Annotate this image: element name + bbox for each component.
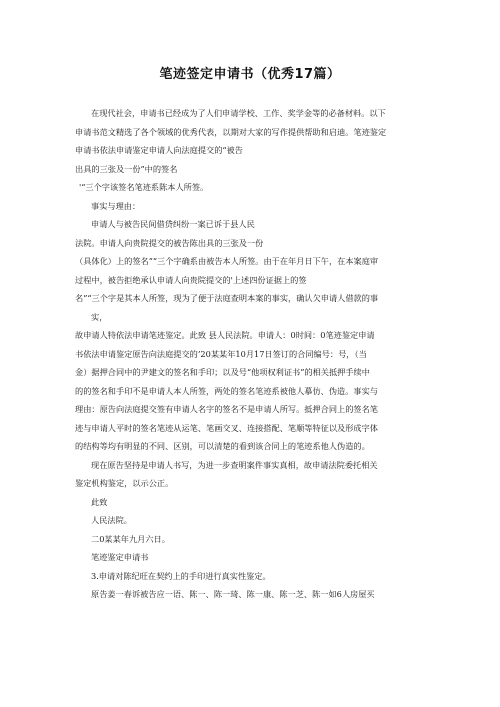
paragraph-line: 申请书依法申请鉴定申请人向法庭提交的“被告 — [75, 145, 243, 155]
paragraph-line: 笔迹鉴定申请书 — [91, 552, 149, 562]
paragraph-line: 书依法申请鉴定原告向法庭提交的’20某某年10月17日签订的合同编号：号，（当 — [75, 348, 367, 359]
paragraph-line: 3.申请对陈纪旺在契约上的手印进行真实性鉴定。 — [91, 570, 271, 581]
paragraph-line: '“三个字该签名笔迹系陈本人所签。 — [79, 182, 209, 192]
paragraph-line: 现在原告坚持是申请人书写，为进一步查明案件事实真相，故申请法院委托相关 — [91, 459, 378, 470]
paragraph-line: 的的签名和手印不是申请人本人所签，两处的签名笔迹系被他人摹仿、伪造。事实与 — [75, 385, 378, 396]
paragraph-line: 在现代社会，申请书已经成为了人们申请学校、工作、奖学金等的必备材料。以下 — [91, 108, 386, 118]
paragraph-line: （具体化）上的签名”“三个字确系由被告本人所签。由于在年月日下午，在本案庭审 — [75, 256, 379, 266]
paragraph-line: 实， — [91, 311, 108, 322]
paragraph-line: 申请书范文精选了各个领域的优秀代表，以期对大家的写作提供帮助和启迪。笔迹鉴定 — [75, 126, 387, 137]
document-title: 笔迹签定申请书（优秀17篇） — [159, 67, 341, 82]
paragraph-line: 的结构等均有明显的不同、区别，可以清楚的看到该合同上的笔迹系他人伪造的。 — [75, 441, 370, 451]
document-body — [75, 104, 425, 604]
paragraph-line: 原告姜一春诉被告应一语、陈一、陈一琦、陈一康、陈一芝、陈一如6人房屋买 — [91, 589, 375, 599]
paragraph-line: 此致 — [91, 496, 108, 507]
paragraph-line: 人民法院。 — [91, 515, 132, 525]
paragraph-line: 名”“三个字是其本人所签，现为了便于法庭查明本案的事实，确认欠申请人借款的事 — [75, 293, 379, 303]
paragraph-line: 金）据押合同中的尹建文的签名和手印；以及号“他项权利证书”的相关抵押手续中 — [75, 367, 370, 377]
paragraph-line: 迹与申请人平时的签名笔迹从运笔、笔画交叉、连接搭配、笔顺等特征以及形成字体 — [75, 422, 378, 433]
paragraph-line: 出具的三张及一份”中的签名 — [75, 163, 178, 174]
paragraph-line: 法院。申请人向贵院提交的被告陈出具的三张及一份 — [75, 237, 264, 248]
paragraph-line: 事实与理由： — [91, 200, 141, 211]
paragraph-line: 鉴定机构鉴定，以示公正。 — [75, 478, 174, 488]
paragraph-line: 申请人与被告民间借贷纠纷一案已诉于县人民 — [91, 219, 255, 229]
paragraph-line: 故申请人特依法申请笔迹鉴定。此致 县人民法院。申请人：0时间：0笔迹鉴定申请 — [75, 330, 375, 340]
paragraph-line: 二0某某年九月六日。 — [91, 533, 170, 544]
paragraph-line: 理由：原告向法庭提交签有申请人名字的签名不是申请人所写。抵押合同上的签名笔 — [75, 404, 378, 414]
paragraph-line: 过程中，被告拒绝承认申请人向贵院提交的'上述四份证据上的签 — [75, 274, 307, 285]
